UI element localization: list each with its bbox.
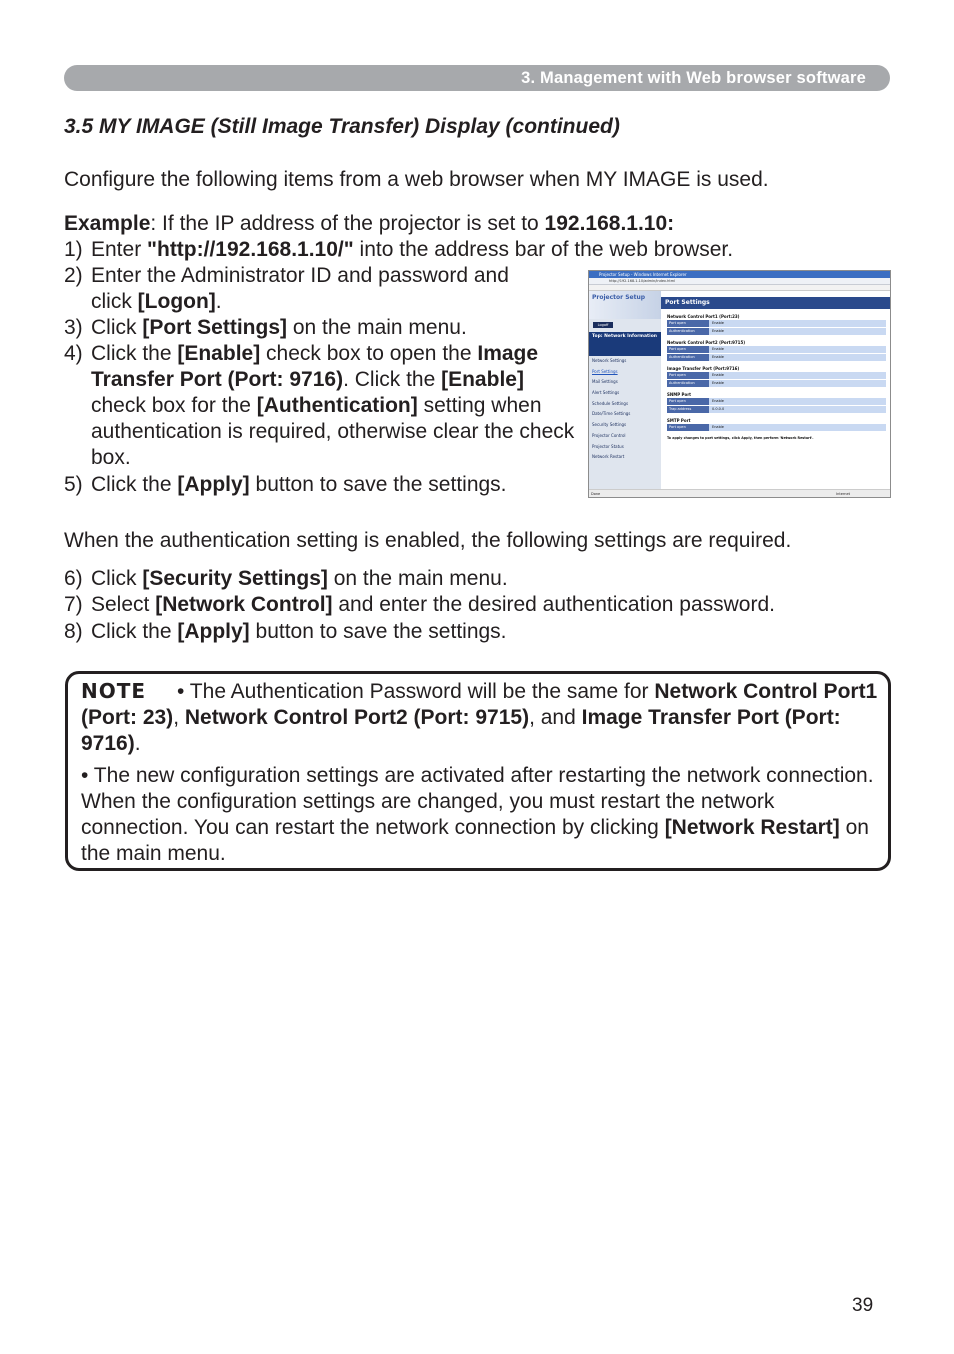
menu-projector-control: Projector Control: [592, 432, 626, 438]
step-4: [64, 341, 582, 471]
group-title: Network Control Port2 (Port:9715): [667, 340, 746, 345]
step-7: [64, 592, 864, 618]
port-settings-title: Port Settings: [661, 297, 890, 309]
step-text: Click [Port Settings] on the main menu.: [91, 316, 467, 339]
step-text: Select [Network Control] and enter the desired authentication password.: [91, 593, 775, 616]
note-label: NOTE: [81, 679, 147, 703]
group-title: SNMP Port: [667, 392, 692, 397]
top-network-information: Top: Network Information: [589, 332, 661, 356]
note-body: [81, 678, 881, 867]
menu-security-settings: Security Settings: [592, 422, 627, 428]
step-number: 8): [64, 620, 83, 643]
browser-title-bar: Projector Setup - Windows Internet Explorer: [589, 271, 890, 278]
example-line: [64, 211, 674, 237]
step-number: 6): [64, 567, 83, 590]
step-3: [64, 315, 564, 341]
step-number: 7): [64, 593, 83, 616]
section-title: 3.5 MY IMAGE (Still Image Transfer) Display (continued): [64, 115, 620, 138]
step-text: Click the [Apply] button to save the settings.: [91, 473, 507, 496]
step-number: 5): [64, 473, 83, 496]
settings-row: Port open Enable: [667, 320, 886, 327]
menu-schedule-settings: Schedule Settings: [592, 400, 629, 406]
note-box: [65, 671, 891, 871]
example-label: Example: [64, 212, 151, 235]
logoff-button: Logoff: [593, 322, 613, 328]
browser-address-bar: http://192.168.1.10/admin/index.html: [589, 278, 890, 285]
settings-row: Port open Enable: [667, 398, 886, 405]
note-paragraph-2: • The new configuration settings are activated after restarting the network connection. When the configuration settings are changed, you must restart the network connection. You can restart the network connection by clicking [Network Restart] on the main menu.: [81, 764, 874, 865]
note-paragraph-1: NOTE • The Authentication Password will be the same for Network Control Port1 (Port: 23), Network Control Port2 (Port: 9715), and Image Transfer Port (Port: 9716).: [81, 679, 878, 755]
menu-date-time-settings: Date/Time Settings: [592, 411, 631, 417]
step-text: Click [Security Settings] on the main menu.: [91, 567, 508, 590]
example-ip: 192.168.1.10:: [544, 212, 675, 235]
step-number: 4): [64, 342, 83, 365]
group-title: SMTP Port: [667, 418, 691, 423]
step-number: 2): [64, 264, 83, 287]
step-text: Click the [Enable] check box to open the Image Transfer Port (Port: 9716). Click the [Enable] check box for the [Authentication] setting when authentication is required, otherwise clear the check box.: [91, 342, 575, 469]
menu-network-settings: Network Settings: [592, 358, 627, 363]
port-settings-screenshot: [588, 270, 891, 498]
group-title: Image Transfer Port (Port:9716): [667, 366, 740, 371]
step-text: Click the [Apply] button to save the settings.: [91, 620, 507, 643]
menu-projector-status: Projector Status: [592, 443, 624, 449]
menu-alert-settings: Alert Settings: [592, 390, 620, 396]
settings-row: Port open Enable: [667, 346, 886, 353]
step-1: [64, 237, 824, 263]
step-number: 3): [64, 316, 83, 339]
settings-row: Port open Enable: [667, 424, 886, 431]
menu-mail-settings: Mail Settings: [592, 379, 618, 385]
menu-network-restart: Network Restart: [592, 454, 625, 460]
settings-row: Authentication Enable: [667, 380, 886, 387]
page-number: 39: [852, 1295, 874, 1316]
settings-row: Authentication Enable: [667, 328, 886, 335]
example-text: : If the IP address of the projector is set to: [150, 212, 545, 235]
browser-status-bar: [589, 489, 890, 497]
step-text: Enter "http://192.168.1.10/" into the address bar of the web browser.: [91, 238, 734, 261]
step-6: [64, 566, 764, 592]
apply-note: To apply changes to port settings, click Apply, then perform 'Network Restart'.: [667, 436, 814, 440]
screenshot-main-panel: [661, 291, 890, 489]
step-8: [64, 619, 764, 645]
step-2: [64, 263, 554, 315]
projector-setup-logo: Projector Setup: [589, 291, 661, 319]
group-title: Network Control Port1 (Port:23): [667, 314, 740, 319]
step-5: [64, 472, 584, 498]
screenshot-sidebar: [589, 291, 661, 489]
intro-paragraph: Configure the following items from a web browser when MY IMAGE is used.: [64, 168, 769, 191]
status-done: Done: [591, 492, 601, 496]
chapter-header-bar: [64, 65, 890, 91]
settings-row: Trap address 0.0.0.0: [667, 406, 886, 413]
chapter-header-title: 3. Management with Web browser software: [521, 69, 866, 87]
settings-row: Authentication Enable: [667, 354, 886, 361]
settings-row: Port open Enable: [667, 372, 886, 379]
step-text: Enter the Administrator ID and password and click [Logon].: [91, 264, 509, 313]
menu-port-settings: Port Settings: [592, 368, 618, 374]
auth-intro: When the authentication setting is enabled, the following settings are required.: [64, 529, 792, 552]
status-zone: Internet: [836, 492, 850, 496]
step-number: 1): [64, 238, 83, 261]
